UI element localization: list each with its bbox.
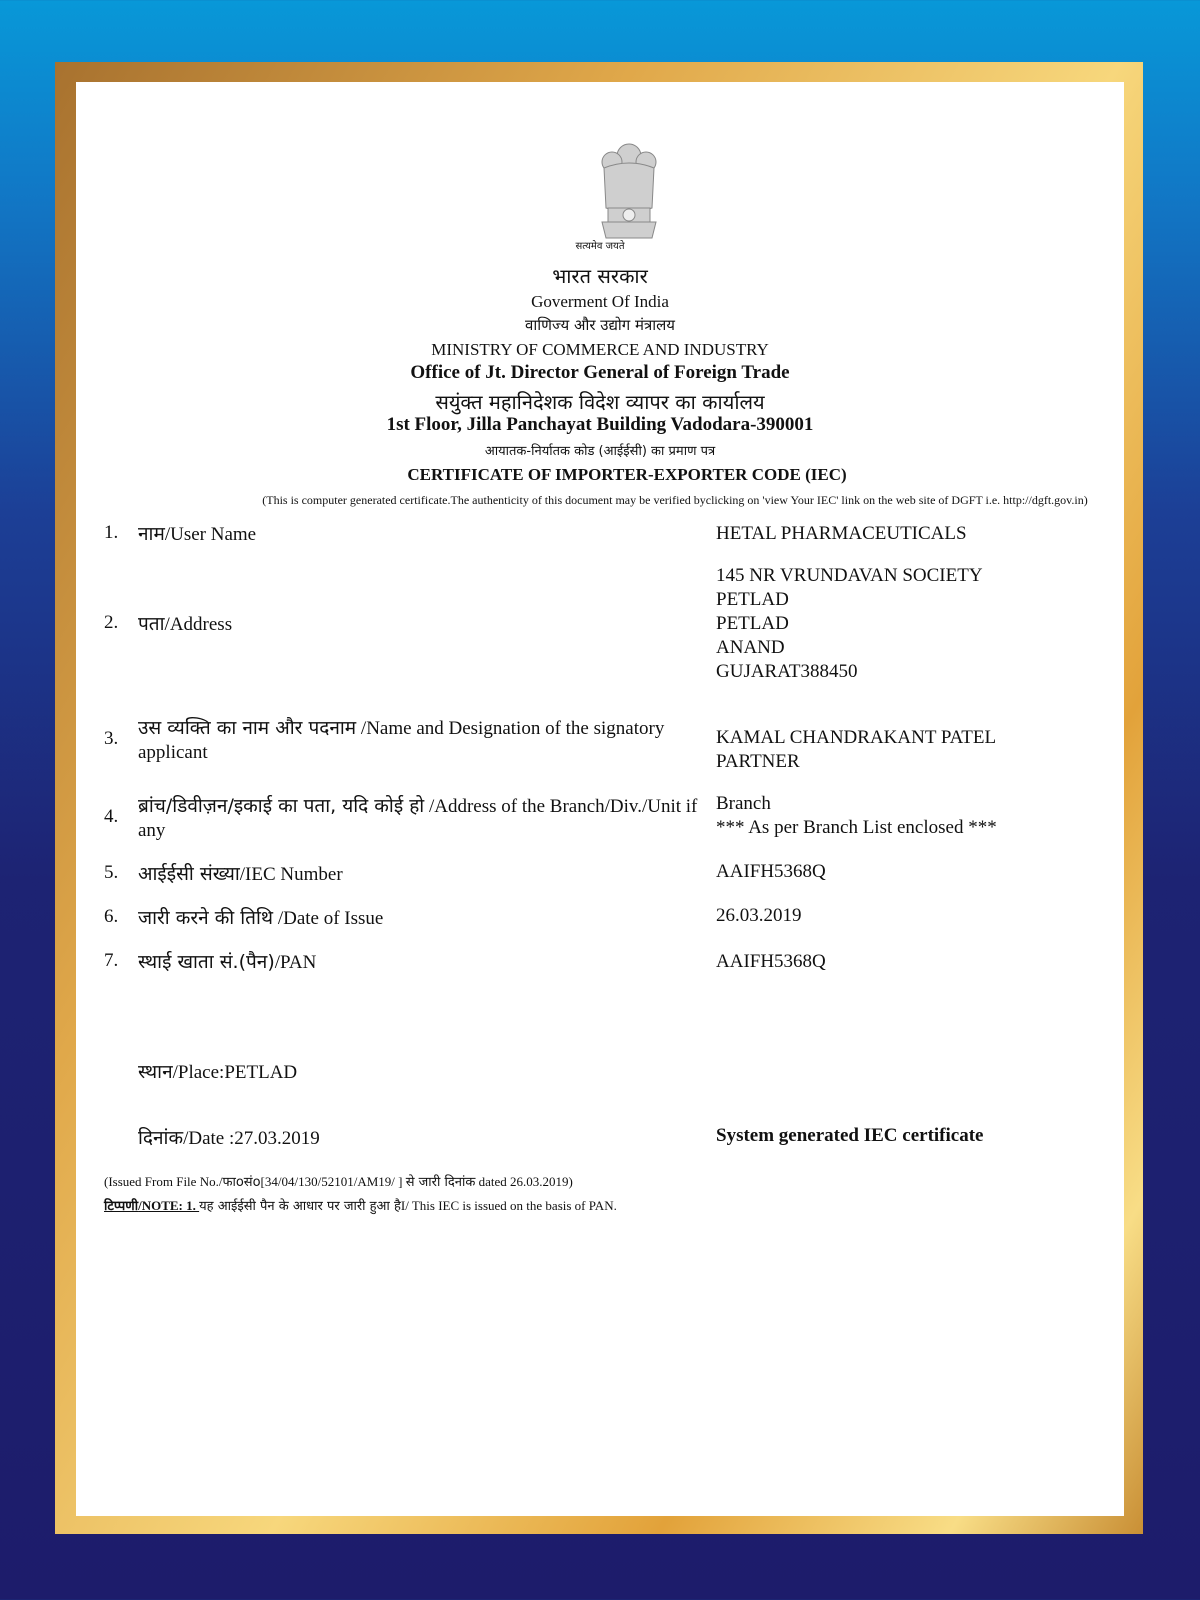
emblem-motto: सत्यमेव जयते bbox=[575, 241, 625, 252]
label-english: /User Name bbox=[164, 524, 257, 545]
date-line bbox=[138, 1126, 698, 1151]
office-hindi: सयुंक्त महानिदेशक विदेश व्यापर का कार्यालय bbox=[435, 390, 765, 414]
field-number: 6. bbox=[104, 906, 119, 927]
label-hindi: स्थाई खाता सं.(पैन) bbox=[138, 951, 275, 973]
label-hindi: स्थान bbox=[138, 1061, 173, 1083]
issued-file-number: [34/04/130/52101/AM19/ ] bbox=[260, 1174, 406, 1189]
label-english: /Date :27.03.2019 bbox=[183, 1128, 320, 1149]
field-value-signatory: KAMAL CHANDRAKANT PATEL PARTNER bbox=[716, 727, 997, 772]
field-value-iec-number: AAIFH5368Q bbox=[716, 861, 826, 882]
label-english: /Date of Issue bbox=[273, 908, 384, 929]
field-value-date-of-issue: 26.03.2019 bbox=[716, 905, 802, 926]
field-number: 2. bbox=[104, 612, 119, 633]
field-value-user-name: HETAL PHARMACEUTICALS bbox=[716, 523, 967, 544]
issued-text-hindi: से जारी दिनांक bbox=[405, 1175, 476, 1190]
gov-hindi: भारत सरकार bbox=[552, 264, 648, 288]
field-number: 7. bbox=[104, 950, 119, 971]
note-text-hindi: यह आईईसी पैन के आधार पर जारी हुआ है bbox=[199, 1199, 401, 1214]
field-value-pan: AAIFH5368Q bbox=[716, 951, 826, 972]
field-value-address: 145 NR VRUNDAVAN SOCIETY PETLAD PETLAD ANAND GUJARAT388450 bbox=[716, 565, 983, 682]
field-number: 5. bbox=[104, 862, 119, 883]
place-line bbox=[138, 1060, 698, 1085]
issued-from-line bbox=[104, 1172, 573, 1190]
label-english: /Place:PETLAD bbox=[172, 1062, 298, 1083]
disclaimer: (This is computer generated certificate.The authenticity of this document may be verified byclicking on 'view Your IEC' link on the web site of DGFT i.e. http://dgft.gov.in) bbox=[262, 493, 1088, 507]
label-hindi: ब्रांच/डिवीज़न/इकाई का पता, यदि कोई हो bbox=[138, 795, 425, 817]
ministry-hindi: वाणिज्य और उद्योग मंत्रालय bbox=[524, 316, 676, 334]
gov-english: Goverment Of India bbox=[531, 292, 669, 311]
issued-text-hindi: फाoसंo bbox=[222, 1175, 261, 1190]
system-generated-label: System generated IEC certificate bbox=[716, 1125, 984, 1146]
label-hindi: उस व्यक्ति का नाम और पदनाम bbox=[138, 717, 357, 739]
field-number: 1. bbox=[104, 522, 119, 543]
field-label-branch bbox=[138, 794, 698, 843]
field-value-branch: Branch *** As per Branch List enclosed *** bbox=[716, 793, 997, 838]
issued-date: dated 26.03.2019) bbox=[475, 1174, 573, 1189]
ministry-english: MINISTRY OF COMMERCE AND INDUSTRY bbox=[431, 340, 769, 359]
note-heading-english: /NOTE: 1. bbox=[138, 1198, 200, 1213]
label-hindi: पता bbox=[138, 613, 165, 635]
label-hindi: आईईसी संख्या bbox=[138, 863, 240, 885]
label-hindi: दिनांक bbox=[138, 1127, 184, 1149]
label-english: /Name and Designation of the signatory applicant bbox=[138, 718, 665, 763]
label-english: /PAN bbox=[274, 952, 317, 973]
label-english: /Address of the Branch/Div./Unit if any bbox=[138, 796, 698, 841]
field-label-iec-number bbox=[138, 862, 698, 887]
note-heading bbox=[104, 1198, 199, 1213]
field-label-signatory bbox=[138, 716, 698, 765]
label-hindi: नाम bbox=[138, 523, 165, 545]
note-text-english: I/ This IEC is issued on the basis of PAN. bbox=[400, 1198, 617, 1213]
cert-title: CERTIFICATE OF IMPORTER-EXPORTER CODE (IEC) bbox=[407, 465, 847, 484]
field-number: 3. bbox=[104, 728, 119, 749]
field-label-date-of-issue bbox=[138, 906, 698, 931]
office-address: 1st Floor, Jilla Panchayat Building Vadodara-390001 bbox=[386, 414, 814, 435]
note-heading-hindi: टिप्पणी bbox=[104, 1199, 139, 1214]
cert-title-hindi: आयातक-निर्यातक कोड (आईईसी) का प्रमाण पत्र bbox=[484, 444, 716, 459]
field-number: 4. bbox=[104, 806, 119, 827]
issued-text: (Issued From File No./ bbox=[104, 1174, 223, 1189]
label-english: /IEC Number bbox=[239, 864, 343, 885]
field-label-pan bbox=[138, 950, 698, 975]
field-label-address bbox=[138, 612, 698, 637]
label-hindi: जारी करने की तिथि bbox=[138, 907, 274, 929]
note-line bbox=[104, 1196, 617, 1214]
field-label-user-name bbox=[138, 522, 698, 547]
office-english: Office of Jt. Director General of Foreign Trade bbox=[410, 362, 790, 383]
label-english: /Address bbox=[164, 614, 233, 635]
